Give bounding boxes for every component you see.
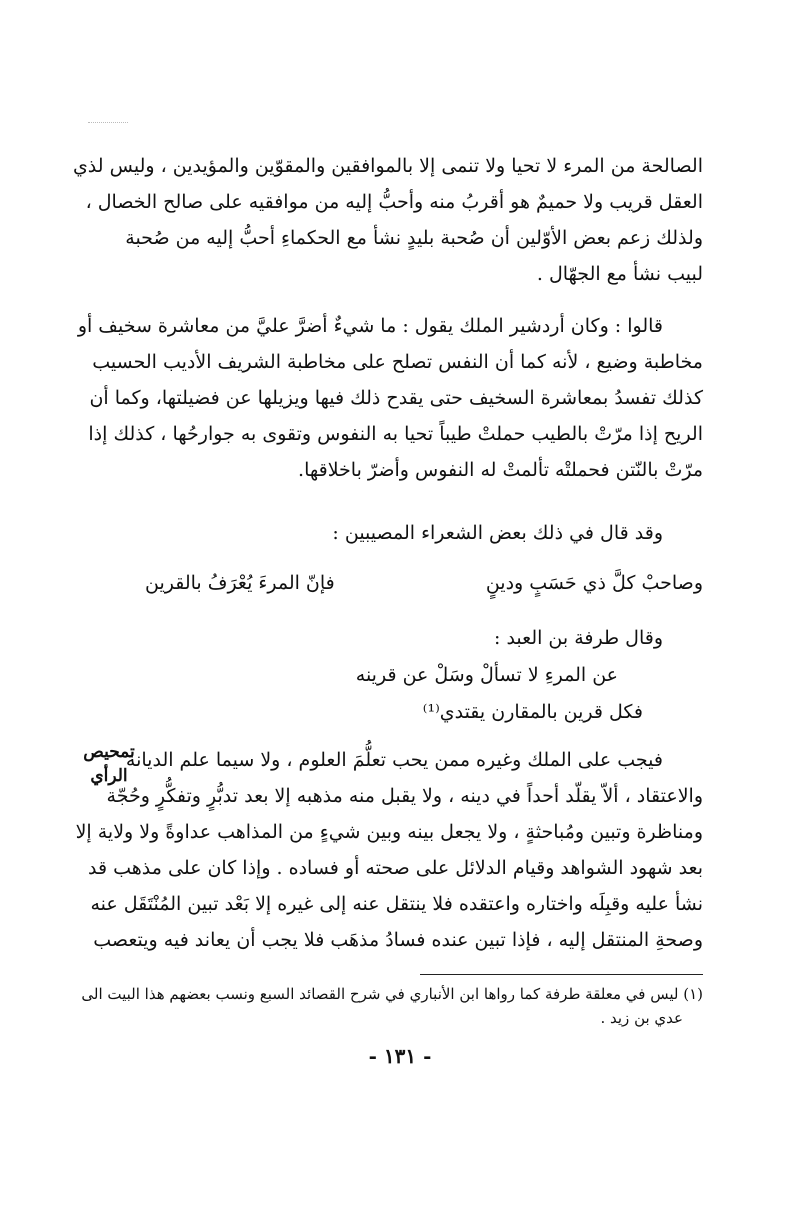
text-line: نشأ عليه وقبِلَه واختاره واعتقده فلا ينتقل عنه إلى غيره إلا بَعْد تبين المُنْتَقَل عنه	[90, 893, 703, 915]
text-line: قالوا : وكان أردشير الملك يقول : ما شيءٌ أضرَّ عليَّ من معاشرة سخيف أو	[77, 315, 663, 337]
text-line: مخاطبة وضيع ، لأنه كما أن النفس تصلح على مخاطبة الشريف الأديب الحسيب	[92, 351, 703, 373]
text-line: وصحةِ المنتقل إليه ، فإذا تبين عنده فسادُ مذهَب فلا يجب أن يعاند فيه ويتعصب	[93, 929, 703, 951]
text-line: كذلك تفسدُ بمعاشرة السخيف حتى يقدح ذلك فيها ويزيلها عن فضيلتها، وكما أن	[89, 387, 703, 409]
verse-line: فكل قرين بالمقارن يقتدي⁽¹⁾	[422, 701, 643, 723]
footnote-divider	[420, 974, 703, 975]
paragraph-1	[72, 148, 703, 292]
text-line: لبيب نشأ مع الجهّال .	[536, 263, 703, 285]
poem-verse-3	[145, 694, 703, 730]
text-line: ولذلك زعم بعض الأوّلين أن صُحبة بليدٍ نشأ مع الحكماءِ أحبُّ إليه من صُحبة	[125, 227, 703, 249]
text-line: فيجب على الملك وغيره ممن يحب تعلُّمَ العلوم ، ولا سيما علم الديانة	[125, 749, 663, 771]
text-line: الصالحة من المرء لا تحيا ولا تنمى إلا بالموافقين والمقوّين والمؤيدين ، وليس لذي	[72, 155, 703, 177]
text-line: والاعتقاد ، ألاّ يقلّد أحداً في دينه ، ولا يقبل منه مذهبه إلا بعد تدبُّرٍ وتفكُّرٍ وحُجّة	[106, 785, 703, 807]
poem-verse-1	[145, 565, 703, 601]
margin-note-line: الرأي	[90, 766, 128, 786]
tarafa-intro	[145, 620, 703, 656]
page-number: - ١٣١ -	[368, 1044, 432, 1068]
text-line: وقال طرفة بن العبد :	[494, 627, 663, 649]
text-line: الريح إذا مرّتْ بالطيب حملتْ طيباً تحيا به النفوس وتقوى به جوارحُها ، كذلك إذا	[88, 423, 703, 445]
verse-first-hemistich: وصاحبْ كلَّ ذي حَسَبٍ ودينٍ	[485, 572, 703, 594]
verse-intro	[145, 515, 703, 551]
verse-line: عن المرءِ لا تسألْ وسَلْ عن قرينه	[355, 664, 618, 686]
verse-second-hemistich: فإنّ المرءَ يُعْرَفُ بالقرين	[145, 572, 335, 594]
text-line: ومناظرة وتبين ومُباحثةٍ ، ولا يجعل بينه وبين شيءٍ من المذاهب عداوةً ولا ولاية إلا	[75, 821, 703, 843]
paragraph-2	[77, 308, 703, 488]
text-line: مرّتْ بالنّتن فحملتْه تألمتْ له النفوس وأضرّ باخلاقها.	[298, 459, 703, 481]
poem-verse-2	[145, 657, 703, 693]
text-line: العقل قريب ولا حميمٌ هو أقربُ منه وأحبُّ إليه من موافقيه على صالح الخصال ،	[85, 191, 703, 213]
footnote-line: (١) ليس في معلقة طرفة كما رواها ابن الأنباري في شرح القصائد السبع ونسب بعضهم هذا البيت الى	[81, 985, 703, 1003]
footnote-line: عدي بن زيد .	[600, 1009, 683, 1027]
scan-artifact	[88, 122, 128, 125]
text-line: وقد قال في ذلك بعض الشعراء المصيبين :	[332, 522, 663, 544]
margin-note-line: تمحيص	[83, 742, 135, 762]
footnote	[81, 982, 703, 1030]
text-line: بعد شهود الشواهد وقيام الدلائل على صحته أو فساده . وإذا كان على مذهب قد	[88, 857, 703, 879]
